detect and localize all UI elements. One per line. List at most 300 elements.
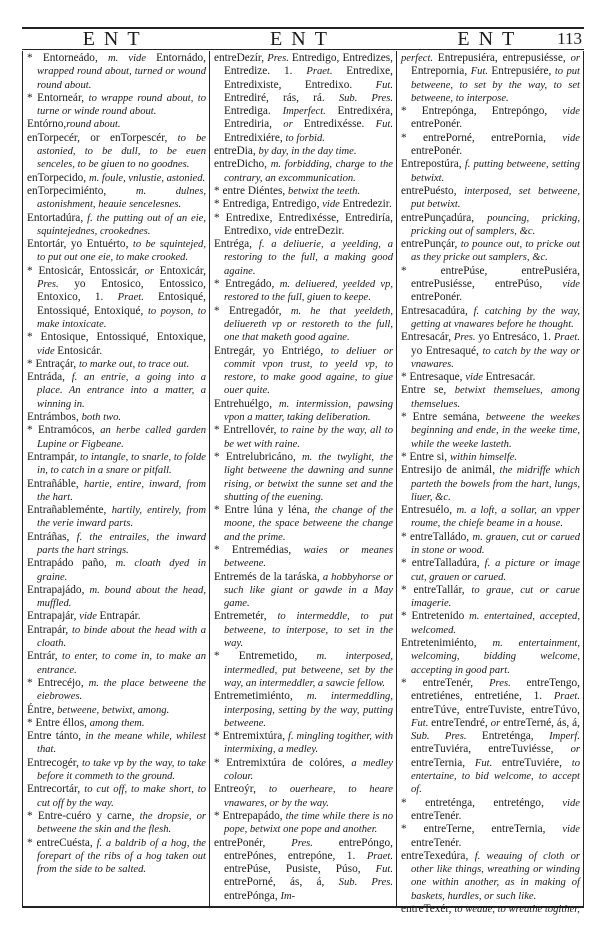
entry-definition: to weaue, to wreathe togither, xyxy=(454,904,580,915)
entry-headword: entreTenér. xyxy=(411,809,462,822)
entry-definition: m. he that yeeldeth, deliuereth vp or restoreth to the full, one that maketh good againe. xyxy=(224,305,393,344)
dictionary-entry xyxy=(214,345,393,398)
entry-definition: to pounce out, to pricke out as they pricke out samplers, &c. xyxy=(411,239,580,264)
entry-definition: vide xyxy=(37,345,58,357)
entry-definition: to be astonied, to be dull, to be euen senceles, to be giuen to no goodnes. xyxy=(37,132,206,171)
entry-definition: Pres. xyxy=(453,332,479,344)
entry-definition: vide xyxy=(562,824,580,836)
dictionary-entry xyxy=(214,185,393,198)
dictionary-entry xyxy=(27,238,206,265)
entry-definition: the midriffe which parteth the bowels from the hart, lungs, liuer, &c. xyxy=(411,465,580,503)
entry-headword: Entrapár. xyxy=(99,610,141,623)
dictionary-entry xyxy=(27,185,206,212)
entry-headword: entreTernia, xyxy=(411,756,475,769)
entry-definition: to put betweene, to set by the way, to set betweene, to interpose. xyxy=(411,66,580,104)
dictionary-entry xyxy=(214,424,393,451)
dictionary-entry xyxy=(401,464,580,504)
dictionary-entry xyxy=(27,677,206,704)
dictionary-entry xyxy=(401,504,580,531)
entry-definition: to enter, to come in, to make an entrance. xyxy=(37,651,207,676)
dictionary-entry xyxy=(27,704,206,717)
guide-word-right: ENT xyxy=(457,28,524,50)
entry-headword: * entreTenér, xyxy=(401,676,490,689)
entry-headword: entrePúse, Pusiste, Púso, xyxy=(224,863,376,876)
entry-definition: or xyxy=(490,717,503,729)
dictionary-entry xyxy=(27,757,206,784)
entry-headword: * Entorneádo, xyxy=(27,52,109,64)
entry-definition: f. the entrailes, the inward parts the hart strings. xyxy=(37,531,207,556)
dictionary-entry xyxy=(401,637,580,677)
dictionary-entry xyxy=(401,158,580,185)
dictionary-entry xyxy=(401,451,580,464)
dictionary-entry xyxy=(27,451,206,478)
entry-definition: vide xyxy=(322,199,343,211)
entry-definition: m. deliuered, yeelded vp, restored to the full, giuen to keepe. xyxy=(224,279,394,304)
entry-headword: * Entramócos, xyxy=(27,424,101,437)
entry-definition: f. a baldrib of a hog, the forepart of the ribs of a hog taken out from the side to be salted. xyxy=(37,837,206,876)
entry-definition: m. interposed, intermedled, put betweene, set by the way, an intermeddler, a sawcie fellow. xyxy=(224,651,393,689)
entry-definition: betwixt the teeth. xyxy=(288,185,361,197)
entry-headword: entreTúve, entreTuviste, entreTúvo, xyxy=(411,703,580,716)
entry-headword: * Entrepónga, Entrepóngo, xyxy=(401,105,563,118)
dictionary-entry xyxy=(214,278,393,305)
entry-definition: to graue, cut or carue imagerie. xyxy=(411,584,580,610)
entry-definition: f. weauing of cloth or other like things, wreathing or winding one within another, as in making of baskets, hurdles, or such like. xyxy=(411,850,580,902)
entry-headword: * entrePorné, entrePornia, xyxy=(401,131,563,144)
entry-headword: * Entrellovér, xyxy=(214,424,281,437)
entry-definition: Pres. xyxy=(489,677,527,689)
entry-definition: round about. xyxy=(66,119,121,131)
dictionary-entry xyxy=(214,650,393,690)
dictionary-entry xyxy=(214,451,393,504)
guide-word-center: ENT xyxy=(270,28,336,50)
entry-headword: Entosiqué, Entossiqué, Entoxiqué, xyxy=(37,291,206,317)
entry-headword: entreTendré, xyxy=(431,716,491,729)
entry-headword: Entráñas, xyxy=(27,530,77,543)
dictionary-entry xyxy=(27,810,206,837)
entry-headword: entrePonér. xyxy=(411,291,463,304)
entry-definition: vide xyxy=(562,279,580,291)
entry-headword: Entrapajár, xyxy=(27,610,80,623)
entry-headword: enTorpecér, or enTorpescér, xyxy=(27,131,178,144)
entry-definition: the change of the moone, the space betweene the change and the prime. xyxy=(224,505,393,543)
entry-headword: Entredezir. xyxy=(342,198,392,211)
entry-headword: entreTexedúra, xyxy=(401,849,475,862)
entry-definition: to cut off, to make short, to cut off by the way. xyxy=(37,784,206,809)
entry-definition: a hobbyhorse or such like giant or gawde in a May game. xyxy=(224,571,393,610)
entry-definition: Fut. xyxy=(411,717,432,729)
entry-headword: entreTexér, xyxy=(401,903,455,915)
entry-headword: entreTenér. xyxy=(411,836,462,849)
entry-definition: waies or meanes betweene. xyxy=(224,544,393,570)
dictionary-entry xyxy=(27,717,206,730)
dictionary-entry xyxy=(27,504,206,531)
dictionary-entry xyxy=(27,650,206,677)
entry-definition: Imperfect. xyxy=(282,106,338,118)
entry-definition: or xyxy=(570,53,580,64)
dictionary-entry xyxy=(401,105,580,132)
entry-definition: Pres. xyxy=(267,53,292,64)
dictionary-entry xyxy=(214,810,393,837)
entry-definition: in the meane while, whilest that. xyxy=(37,731,206,756)
dictionary-entry xyxy=(401,677,580,797)
dictionary-entry xyxy=(27,531,206,558)
dictionary-entry xyxy=(27,424,206,451)
column-1 xyxy=(22,51,209,906)
dictionary-entry xyxy=(214,757,393,784)
entry-definition: Sub. Pres. xyxy=(411,731,482,743)
dictionary-entry xyxy=(27,331,206,358)
entry-definition: m. the twylight, the light betweene the dawning and sunne rising, or betwixt the sunne set and the shutting of the euening. xyxy=(224,451,393,503)
entry-definition: f. the putting out of an eie, squintejednes, crookednes. xyxy=(37,212,206,237)
entry-definition: the dropsie, or betweene the skin and the flesh. xyxy=(37,810,206,836)
dictionary-entry xyxy=(27,265,206,331)
entry-headword: * Entosicár, Entossicár, xyxy=(27,264,145,277)
dictionary-entry xyxy=(401,384,580,411)
entry-headword: Éntre, xyxy=(27,703,58,716)
dictionary-entry xyxy=(27,730,206,757)
entry-headword: entreDezír, xyxy=(214,52,268,64)
dictionary-entry xyxy=(214,610,393,650)
dictionary-entry xyxy=(401,411,580,451)
entry-definition: to marke out, to trace out. xyxy=(78,358,190,370)
dictionary-entry xyxy=(214,145,393,158)
entry-headword: yo Entresaqué, xyxy=(411,344,483,357)
dictionary-entry xyxy=(214,238,393,278)
entry-headword: Entrañáble, xyxy=(27,477,84,490)
entry-definition: f. putting betweene, setting betwixt. xyxy=(411,159,580,184)
entry-definition: Im- xyxy=(280,890,296,902)
entry-headword: Entrepusiéra, entrepusiésse, xyxy=(437,52,571,64)
entry-definition: m. foule, vnlustie, astonied. xyxy=(88,172,206,184)
entry-headword: Entresacár, xyxy=(401,331,454,344)
entry-definition: to take vp by the way, to take before it commeth to the ground. xyxy=(37,757,206,783)
entry-definition: by day, in the day time. xyxy=(258,146,357,158)
dictionary-entry xyxy=(27,783,206,810)
entry-headword: Entre tánto, xyxy=(27,730,86,743)
dictionary-entry xyxy=(401,797,580,824)
entry-definition: a medley colour. xyxy=(224,757,393,783)
dictionary-entry xyxy=(214,52,393,145)
entry-headword: yo Entosico, Entossico, Entoxico, 1. xyxy=(37,278,206,304)
entry-headword: entreTerné, ás, á, xyxy=(503,716,580,729)
entry-headword: Entredixésse. xyxy=(303,118,376,131)
entry-definition: Praet. xyxy=(553,691,580,703)
entry-headword: * Entre lúna y léna, xyxy=(214,504,315,517)
dictionary-entry xyxy=(401,371,580,384)
entry-headword: Entrañableménte, xyxy=(27,504,112,517)
entry-headword: * Entrecéjo, xyxy=(27,676,89,689)
entry-definition: f. mingling togither, with intermixing, a medley. xyxy=(224,731,393,756)
entry-definition: vide xyxy=(79,611,100,623)
dictionary-entry xyxy=(214,544,393,571)
entry-headword: * entre Diéntes, xyxy=(214,184,289,197)
entry-headword: entrePonér. xyxy=(411,118,463,131)
entry-definition: within himselfe. xyxy=(449,451,518,463)
entry-headword: Entreténga, xyxy=(481,730,550,743)
entry-definition: to poyson, to make intoxicate. xyxy=(37,305,206,330)
entry-headword: Entrepostúra, xyxy=(401,158,465,171)
entry-definition: or xyxy=(283,119,304,131)
entry-definition: to catch by the way or vnawares. xyxy=(411,345,580,370)
dictionary-entry xyxy=(401,265,580,305)
entry-definition: m. dulnes, astonishment, heauie sencelesnes. xyxy=(37,185,206,211)
entry-definition: f. an entrie, a going into a place. An entrance into a matter, a winning in. xyxy=(37,372,206,410)
dictionary-entry xyxy=(27,212,206,239)
dictionary-entry xyxy=(401,185,580,212)
entry-headword: enTorpecimiénto, xyxy=(27,184,136,197)
entry-definition: to be squintejed, to put out one eie, to make crooked. xyxy=(37,239,206,264)
entry-headword: * Entredixe, Entredixésse, Entrediría, Entredixo, xyxy=(214,211,393,237)
entry-headword: entrePónga, xyxy=(224,889,281,902)
dictionary-entry xyxy=(27,118,206,131)
entry-headword: Entreoýr, xyxy=(214,783,269,796)
entry-headword: entrePunçadúra, xyxy=(401,211,488,224)
entry-definition: m. a loft, a sollar, an vpper roume, the chiefe beame in a house. xyxy=(411,505,580,530)
dictionary-entry xyxy=(27,92,206,119)
dictionary-entry xyxy=(401,132,580,159)
entry-definition: Pres. xyxy=(291,837,339,849)
entry-headword: entrePonér. xyxy=(411,145,463,158)
entry-headword: * Entre éllos, xyxy=(27,716,90,729)
entry-headword: * entreTallár, xyxy=(401,583,472,596)
entry-headword: entreTuviére, xyxy=(501,756,572,769)
entry-definition: to wrappe round about, to turne or winde round about. xyxy=(37,92,206,118)
entry-headword: Entrediré, rás, rá. xyxy=(224,91,339,104)
entry-headword: Entrámbos, xyxy=(27,411,82,424)
entry-definition: f. a deliuerie, a yeelding, a restoring to the full, a making good againe. xyxy=(224,239,393,277)
dictionary-entry xyxy=(214,198,393,211)
entry-headword: Entréga, xyxy=(214,238,259,251)
columns xyxy=(22,51,584,915)
entry-headword: Entregár, yo Entriégo, xyxy=(214,344,331,357)
dictionary-entry xyxy=(27,837,206,877)
entry-definition: Fut. xyxy=(470,66,492,78)
entry-headword: Entrampár, xyxy=(27,450,80,463)
entry-definition: Praet. xyxy=(553,332,580,344)
entry-definition: Sub. Pres. xyxy=(338,92,393,104)
entry-headword: yo Entresáco, 1. xyxy=(478,331,554,344)
entry-definition: among them. xyxy=(89,717,145,729)
entry-definition: to entertaine, to bid welcome, to accept of. xyxy=(411,757,580,796)
entry-headword: * Entresaque, xyxy=(401,371,466,384)
dictionary-entry xyxy=(401,850,580,903)
entry-headword: Entremetér, xyxy=(214,610,278,623)
entry-definition: interposed, set betweene, put betwixt. xyxy=(411,185,581,211)
dictionary-entry xyxy=(401,212,580,239)
dictionary-entry xyxy=(401,903,580,916)
dictionary-entry xyxy=(27,52,206,92)
entry-headword: Entredixiére, xyxy=(224,131,286,144)
dictionary-entry xyxy=(401,238,580,265)
entry-headword: Entrapajádo, xyxy=(27,583,90,596)
entry-headword: entreDicho, xyxy=(214,158,271,171)
entry-headword: Entresacár. xyxy=(485,371,536,384)
dictionary-entry xyxy=(214,212,393,239)
dictionary-entry xyxy=(27,557,206,584)
entry-headword: Entrehuélgo, xyxy=(214,397,279,410)
entry-definition: hartily, entirely, from the verie inward parts. xyxy=(37,505,206,530)
entry-headword: entrePuésto, xyxy=(401,184,465,197)
entry-headword: Entórno, xyxy=(27,118,67,131)
entry-headword: * Entremixtúra de colóres, xyxy=(214,756,352,769)
entry-definition: Fut. xyxy=(474,757,502,769)
dictionary-entry xyxy=(27,584,206,611)
entry-definition: to raine by the way, all to be wet with raine. xyxy=(224,425,393,450)
entry-headword: entreDezir. xyxy=(294,224,345,237)
entry-headword: entreDia, xyxy=(214,145,259,158)
dictionary-entry xyxy=(401,823,580,850)
entry-headword: * Entregádo, xyxy=(214,278,280,291)
entry-definition: pouncing, pricking, pricking out of samplers, &c. xyxy=(411,212,580,237)
entry-definition: betweene the weekes beginning and ende, in the weeke time, while the weeke lasteth. xyxy=(411,412,580,450)
entry-definition: Praet. xyxy=(306,66,347,78)
dictionary-entry xyxy=(214,571,393,611)
entry-headword: Entrediga. xyxy=(224,105,283,118)
dictionary-entry xyxy=(401,584,580,611)
entry-definition: hartie, entire, inward, from the hart. xyxy=(37,478,207,503)
entry-headword: * entreCuésta, xyxy=(27,836,97,849)
entry-headword: * entreténga, entreténgo, xyxy=(401,796,563,809)
entry-headword: Entresacadúra, xyxy=(401,304,474,317)
dictionary-entry xyxy=(27,624,206,651)
dictionary-entry xyxy=(214,305,393,345)
entry-definition: Praet. xyxy=(366,850,393,862)
entry-definition: to binde about the head with a cloath. xyxy=(37,624,206,650)
entry-headword: entrePóngo, entrePónes, entrepóne, 1. xyxy=(224,836,393,862)
entry-headword: * Entremédias, xyxy=(214,543,304,556)
entry-headword: * Entosique, Entossiqué, Entoxique, xyxy=(27,331,206,344)
page-number: 113 xyxy=(557,29,582,48)
entry-headword: * Entremetido, xyxy=(214,650,317,663)
dictionary-entry xyxy=(401,610,580,637)
entry-headword: enTorpecido, xyxy=(27,171,89,184)
dictionary-entry xyxy=(214,690,393,730)
entry-headword: entreTuviéra, entreTuviésse, xyxy=(411,743,571,756)
entry-headword: Entredigo, Entredizes, Entredize. 1. xyxy=(224,52,393,78)
dictionary-entry xyxy=(27,610,206,623)
entry-definition: m. intermeddling, interposing, setting by the way, putting betweene. xyxy=(224,691,393,729)
entry-headword: Entre se, xyxy=(401,384,455,397)
entry-headword: * Entrelubricáno, xyxy=(214,450,302,463)
entry-definition: or xyxy=(144,265,160,277)
entry-definition: both two. xyxy=(81,412,122,424)
entry-headword: Entretenimiénto, xyxy=(401,637,493,650)
entry-headword: * Entraçár, xyxy=(27,357,79,370)
entry-headword: Entráda, xyxy=(27,371,72,384)
dictionary-entry xyxy=(401,531,580,558)
entry-definition: m. the place betweene the eiebrowes. xyxy=(37,677,206,703)
entry-definition: f. catching by the way, getting at vnawares before he thought. xyxy=(411,305,581,330)
column-2 xyxy=(209,51,396,906)
entry-definition: Imperf. xyxy=(549,731,580,743)
dictionary-page xyxy=(22,27,584,915)
entry-definition: vide xyxy=(562,106,580,118)
entry-definition: Fut. xyxy=(375,79,393,91)
entry-definition: Sub. Pres. xyxy=(338,877,393,889)
entry-definition: m. vide xyxy=(108,53,157,64)
entry-definition: to forbid. xyxy=(285,132,325,144)
dictionary-entry xyxy=(214,730,393,757)
entry-headword: * entreTalládo, xyxy=(401,530,473,543)
entry-headword: Entresijo de animál, xyxy=(401,464,500,477)
entry-headword: * Entrediga, Entredigo, xyxy=(214,198,323,211)
entry-definition: the time while there is no pope, betwixt one pope and another. xyxy=(224,810,393,836)
entry-headword: Entresuélo, xyxy=(401,504,457,517)
entry-definition: vide xyxy=(465,372,486,384)
entry-headword: * entreTerne, entreTernia, xyxy=(401,823,563,836)
dictionary-entry xyxy=(401,331,580,371)
running-header xyxy=(22,29,584,50)
dictionary-entry xyxy=(214,158,393,185)
entry-headword: Entremés de la taráska, xyxy=(214,570,323,583)
entry-definition: f. a picture or image cut, grauen or carued. xyxy=(411,558,580,583)
dictionary-entry xyxy=(27,411,206,424)
entry-definition: an herbe called garden Lupine or Figbeane. xyxy=(37,425,206,450)
entry-definition: to intangle, to snarle, to folde in, to catch in a snare or pitfall. xyxy=(37,451,206,477)
dictionary-entry xyxy=(401,52,580,105)
entry-headword: Entrapár, xyxy=(27,623,72,636)
entry-headword: Entornádo, xyxy=(156,52,206,64)
dictionary-entry xyxy=(401,557,580,584)
entry-headword: Entosicár. xyxy=(57,344,103,357)
dictionary-entry xyxy=(27,132,206,172)
entry-definition: m. grauen, cut or carued in stone or wood. xyxy=(411,531,580,556)
entry-headword: Entrepusiére, xyxy=(491,65,555,78)
entry-definition: wrapped round about, turned or wound round about. xyxy=(37,66,206,91)
entry-headword: entrePorné, ás, á, xyxy=(224,876,339,889)
entry-headword: Entrepornia, xyxy=(411,65,471,78)
entry-definition: Fut. xyxy=(375,119,393,131)
entry-headword: Entredixe, Entredixiste, Entredixo. xyxy=(224,65,393,91)
dictionary-entry xyxy=(214,398,393,425)
entry-definition: m. entertained, accepted, welcomed. xyxy=(411,611,580,636)
entry-definition: m. cloath dyed in graine. xyxy=(37,558,206,583)
entry-definition: betweene, betwixt, among. xyxy=(57,704,170,716)
dictionary-entry xyxy=(214,837,393,903)
entry-headword: entreTengo, entretiénes, entretiéne, 1. xyxy=(411,676,580,703)
entry-headword: * Entrepapádo, xyxy=(214,809,286,822)
entry-headword: * Entremixtúra, xyxy=(214,730,289,743)
entry-headword: * Entre semána, xyxy=(401,411,486,424)
entry-definition: m. entertainment, welcoming, bidding welcome, accepting in good part. xyxy=(411,638,580,676)
entry-headword: entrePunçár, xyxy=(401,238,461,251)
dictionary-entry xyxy=(27,358,206,371)
entry-headword: Entredixéra, Entrediria, xyxy=(224,105,393,131)
entry-headword: Entrecortár, xyxy=(27,783,85,796)
entry-headword: entrePonér, xyxy=(214,836,292,849)
dictionary-entry xyxy=(214,504,393,544)
entry-definition: m. intermission, pawsing vpon a matter, taking deliberation. xyxy=(224,398,393,424)
entry-headword: Entrapádo paño, xyxy=(27,557,116,570)
entry-headword: * Entre-cuéro y carne, xyxy=(27,809,140,822)
entry-definition: perfect. xyxy=(401,53,438,64)
entry-headword: Entrár, xyxy=(27,650,63,663)
entry-definition: to deliuer or commit vpon trust, to yeeld vp, to restore, to make good againe, to giue ouer quite. xyxy=(224,345,393,397)
entry-definition: betwixt themselues, among themselues. xyxy=(411,385,580,410)
dictionary-entry xyxy=(27,478,206,505)
entry-headword: * entreTalladúra, xyxy=(401,557,485,570)
entry-headword: Entrecogér, xyxy=(27,756,82,769)
entry-headword: Entortadúra, xyxy=(27,211,88,224)
entry-headword: Entortár, yo Entuérto, xyxy=(27,238,133,251)
entry-definition: Pres. xyxy=(37,279,75,291)
entry-headword: * Entretenido xyxy=(401,610,470,623)
entry-headword: * Entre si, xyxy=(401,450,450,463)
entry-headword: * Entorneár, xyxy=(27,91,89,104)
entry-definition: to intermeddle, to put betweene, to interpose, to set in the way. xyxy=(224,611,393,650)
entry-headword: * entrePúse, entrePusiéra, entrePusiésse, entrePúso, xyxy=(401,264,580,291)
